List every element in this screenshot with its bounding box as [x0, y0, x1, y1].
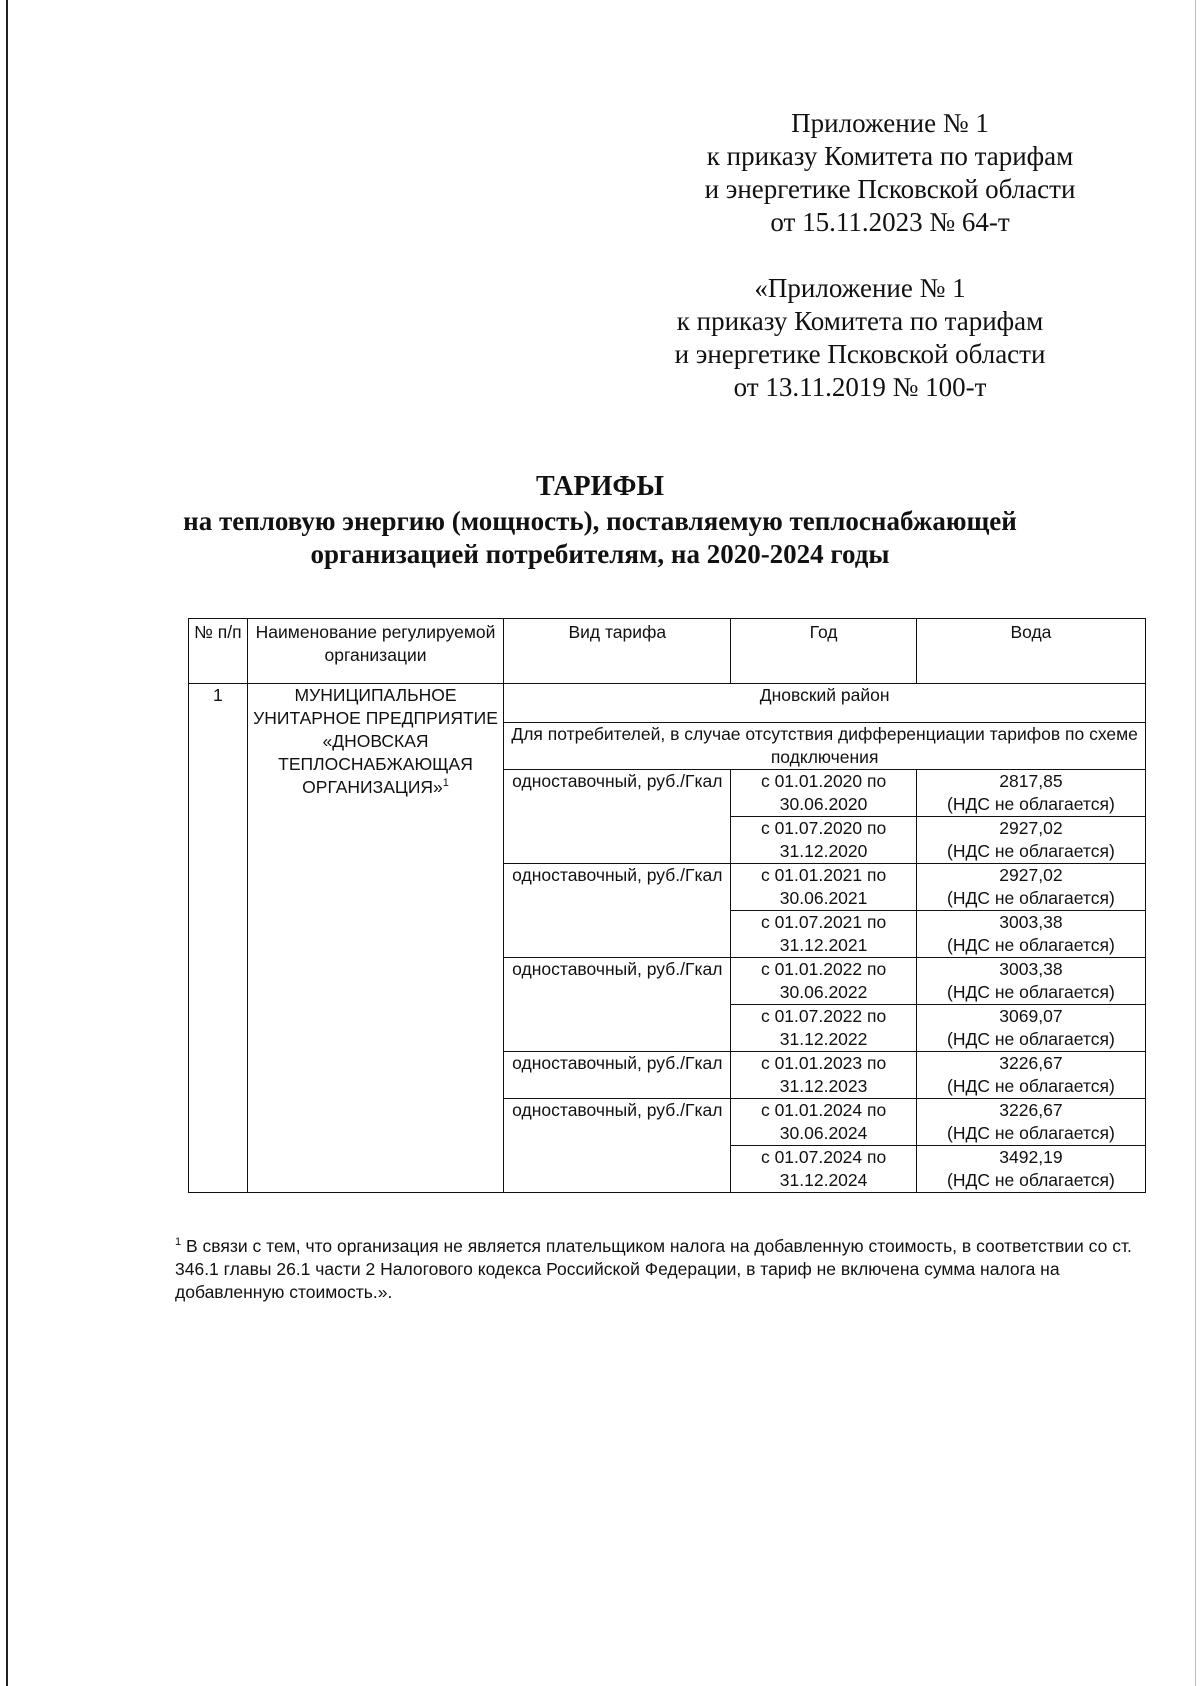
tariff-type-cell: одноставочный, руб./Гкал [504, 958, 731, 1052]
title-line-2: на тепловую энергию (мощность), поставляемую теплоснабжающей [183, 506, 1017, 536]
organization-name [247, 684, 503, 1193]
header-num: № п/п [189, 619, 248, 684]
tariff-type-cell: одноставочный, руб./Гкал [504, 1052, 731, 1099]
footnote-text: В связи с тем, что организация не является плательщиком налога на добавленную стоимость, в соответствии со ст. 346.1 главы 26.1 части 2 Налогового кодекса Российской Федерации, в тариф не включена сумма налога на добавленную стоимость.». [175, 1236, 1132, 1302]
vat-note: (НДС не облагается) [947, 888, 1115, 908]
tariff-table [188, 618, 1146, 1193]
period-cell: с 01.07.2022 по 31.12.2022 [731, 1005, 917, 1052]
vat-note: (НДС не облагается) [947, 982, 1115, 1002]
table-header-row [189, 619, 1146, 684]
title-line-3: организацией потребителям, на 2020-2024 годы [310, 539, 890, 569]
value-cell [916, 770, 1145, 817]
organization-name-text: МУНИЦИПАЛЬНОЕ УНИТАРНОЕ ПРЕДПРИЯТИЕ «ДНОВСКАЯ ТЕПЛОСНАБЖАЮЩАЯ ОРГАНИЗАЦИЯ» [253, 685, 498, 797]
header-water: Вода [916, 619, 1145, 684]
header-year: Год [731, 619, 917, 684]
vat-note: (НДС не облагается) [947, 1076, 1115, 1096]
tariff-value: 2927,02 [999, 865, 1063, 885]
period-cell: с 01.01.2024 по 30.06.2024 [731, 1099, 917, 1146]
value-cell [916, 864, 1145, 911]
header-org: Наименование регулируемой организации [247, 619, 503, 684]
title-main: ТАРИФЫ [536, 471, 664, 502]
appendix-committee: и энергетике Псковской области [674, 339, 1046, 369]
tariff-value: 2817,85 [999, 771, 1063, 791]
tariff-value: 3003,38 [999, 912, 1063, 932]
tariff-type-cell: одноставочный, руб./Гкал [504, 770, 731, 864]
period-cell: с 01.07.2020 по 31.12.2020 [731, 817, 917, 864]
vat-note: (НДС не облагается) [947, 794, 1115, 814]
footnote-mark: 1 [175, 1236, 182, 1249]
vat-note: (НДС не облагается) [947, 1029, 1115, 1049]
appendix-committee: и энергетике Псковской области [704, 174, 1076, 204]
vat-note: (НДС не облагается) [947, 935, 1115, 955]
tariff-value: 3492,19 [999, 1147, 1063, 1167]
period-cell: с 01.01.2020 по 30.06.2020 [731, 770, 917, 817]
consumer-note-cell: Для потребителей, в случае отсутствия дифференциации тарифов по схеме подключения [504, 723, 1146, 770]
appendix-original-header [650, 272, 1070, 404]
tariff-value: 3069,07 [999, 1006, 1063, 1026]
value-cell [916, 1052, 1145, 1099]
appendix-order-ref: к приказу Комитета по тарифам [676, 306, 1044, 336]
appendix-order-ref: к приказу Комитета по тарифам [706, 141, 1074, 171]
vat-note: (НДС не облагается) [947, 841, 1115, 861]
tariff-type-cell: одноставочный, руб./Гкал [504, 1099, 731, 1193]
footnote [175, 1235, 1145, 1304]
appendix-title: Приложение № 1 [791, 108, 989, 138]
appendix-date: от 15.11.2023 № 64-т [770, 207, 1010, 237]
tariff-value: 3226,67 [999, 1100, 1063, 1120]
footnote-ref: 1 [442, 777, 449, 790]
tariff-value: 3226,67 [999, 1053, 1063, 1073]
value-cell [916, 1005, 1145, 1052]
period-cell: с 01.07.2021 по 31.12.2021 [731, 911, 917, 958]
vat-note: (НДС не облагается) [947, 1170, 1115, 1190]
value-cell [916, 958, 1145, 1005]
header-type: Вид тарифа [504, 619, 731, 684]
value-cell [916, 1146, 1145, 1193]
row-number: 1 [189, 684, 248, 1193]
tariff-value: 2927,02 [999, 818, 1063, 838]
period-cell: с 01.01.2022 по 30.06.2022 [731, 958, 917, 1005]
appendix-date: от 13.11.2019 № 100-т [733, 372, 987, 402]
period-cell: с 01.01.2023 по 31.12.2023 [731, 1052, 917, 1099]
vat-note: (НДС не облагается) [947, 1123, 1115, 1143]
scan-left-edge [6, 0, 8, 1686]
period-cell: с 01.07.2024 по 31.12.2024 [731, 1146, 917, 1193]
value-cell [916, 911, 1145, 958]
value-cell [916, 1099, 1145, 1146]
scan-right-edge [1195, 0, 1196, 1686]
period-cell: с 01.01.2021 по 30.06.2021 [731, 864, 917, 911]
district-cell: Дновский район [504, 684, 1146, 723]
document-title [100, 470, 1100, 571]
value-cell [916, 817, 1145, 864]
tariff-type-cell: одноставочный, руб./Гкал [504, 864, 731, 958]
appendix-current-header [680, 107, 1100, 239]
appendix-title: «Приложение № 1 [754, 273, 966, 303]
tariff-value: 3003,38 [999, 959, 1063, 979]
